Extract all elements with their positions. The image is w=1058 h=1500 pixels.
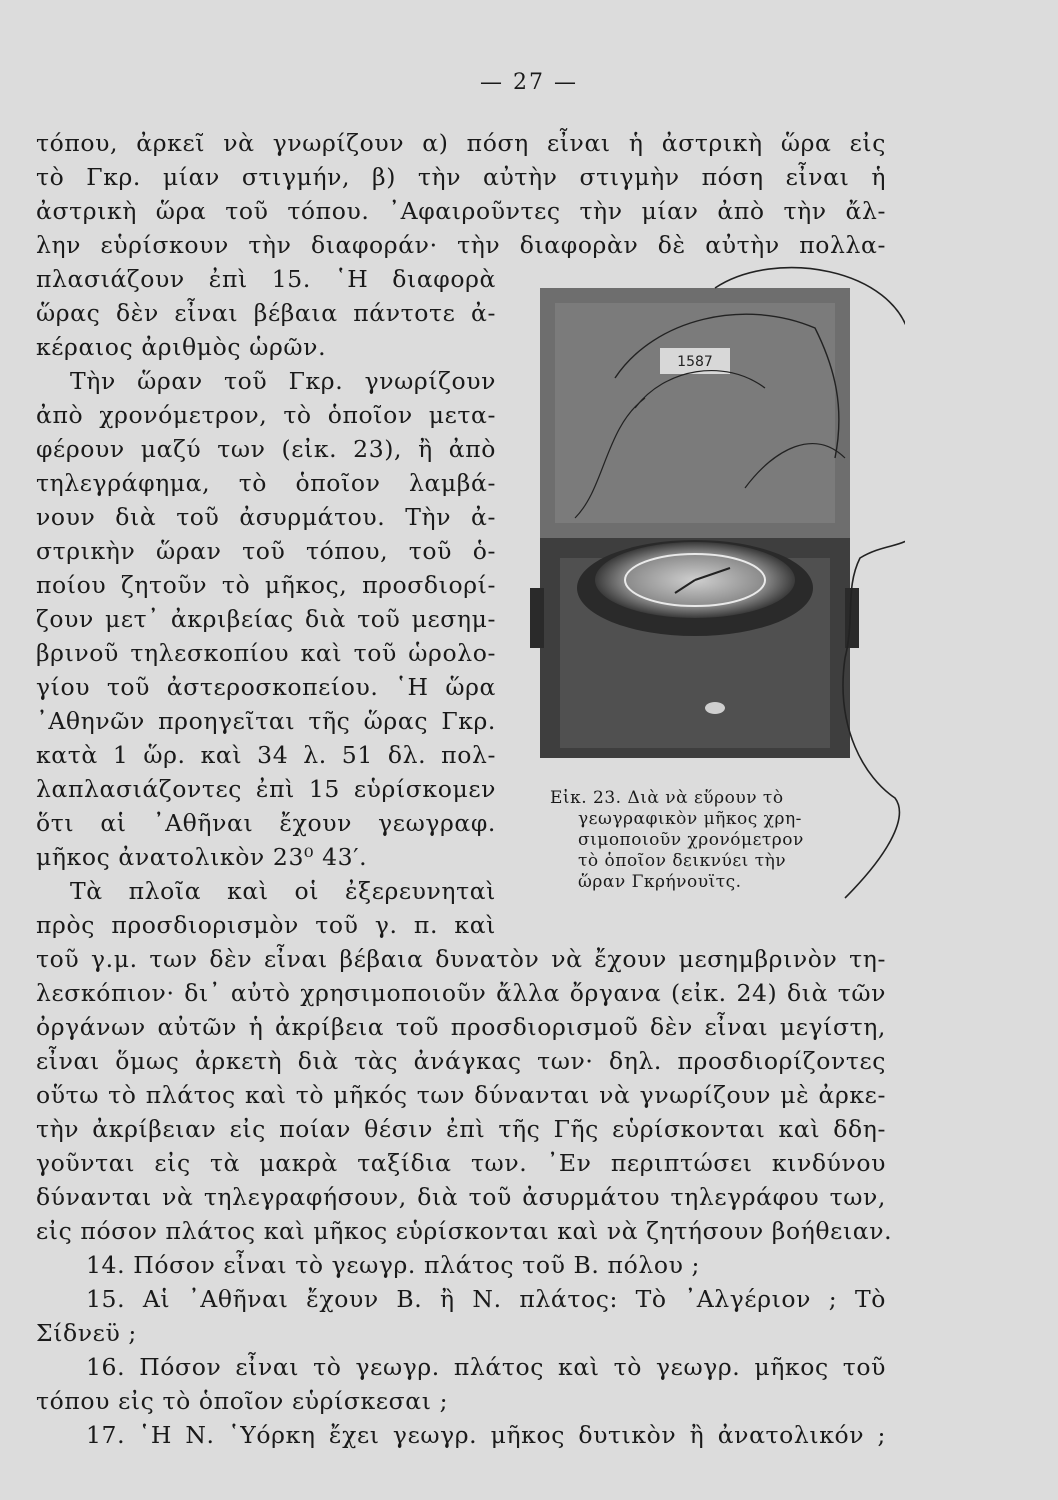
text-line: τόπου, ἀρκεῖ νὰ γνωρίζουν α) πόση εἶναι ἡ ἀστρικὴ ὥρα εἰς xyxy=(36,129,886,157)
figure-caption xyxy=(550,788,870,893)
text-line: μῆκος ἀνατολικὸν 23⁰ 43′. xyxy=(36,843,368,871)
text-line: οὕτω τὸ πλάτος καὶ τὸ μῆκός των δύνανται νὰ γνωρίζουν μὲ ἀρκε- xyxy=(36,1081,886,1109)
question-line: 16. Πόσον εἶναι τὸ γεωγρ. πλάτος καὶ τὸ γεωγρ. μῆκος τοῦ xyxy=(86,1353,886,1381)
text-line: ζουν μετ᾿ ἀκριβείας διὰ τοῦ μεσημ- xyxy=(36,605,496,633)
text-line: στρικὴν ὥραν τοῦ τόπου, τοῦ ὁ- xyxy=(36,537,496,565)
text-line: ἀπὸ χρονόμετρον, τὸ ὁποῖον μετα- xyxy=(36,401,496,429)
question-line: 14. Πόσον εἶναι τὸ γεωγρ. πλάτος τοῦ Β. πόλου ; xyxy=(86,1251,701,1279)
text-line: τὴν ἀκρίβειαν εἰς ποίαν θέσιν ἐπὶ τῆς Γῆς εὑρίσκονται καὶ δδη- xyxy=(36,1115,886,1143)
text-line: κέραιος ἀριθμὸς ὡρῶν. xyxy=(36,333,327,361)
text-line: ὅτι αἱ ᾿Αθῆναι ἔχουν γεωγραφ. xyxy=(36,809,496,837)
text-line: εἰς πόσον πλάτος καὶ μῆκος εὑρίσκονται καὶ νὰ ζητήσουν βοήθειαν. xyxy=(36,1217,893,1245)
question-line: 17. ῾Η Ν. ῾Υόρκη ἔχει γεωγρ. μῆκος δυτικὸν ἢ ἀνατολικόν ; xyxy=(86,1421,886,1449)
question-line: τόπου εἰς τὸ ὁποῖον εὑρίσκεσαι ; xyxy=(36,1387,449,1415)
text-line: τοῦ γ.μ. των δὲν εἶναι βέβαια δυνατὸν νὰ ἔχουν μεσημβρινὸν τη- xyxy=(36,945,886,973)
text-line: εἶναι ὅμως ἀρκετὴ διὰ τὰς ἀνάγκας των· δηλ. προσδιορίζοντες xyxy=(36,1047,886,1075)
text-line: ᾿Αθηνῶν προηγεῖται τῆς ὥρας Γκρ. xyxy=(36,707,496,735)
text-line: πρὸς προσδιορισμὸν τοῦ γ. π. καὶ xyxy=(36,911,496,939)
text-line: λεσκόπιον· δι᾿ αὐτὸ χρησιμοποιοῦν ἄλλα ὄργανα (εἰκ. 24) διὰ τῶν xyxy=(36,979,886,1007)
text-line: ὥρας δὲν εἶναι βέβαια πάντοτε ἀ- xyxy=(36,299,496,327)
text-line: Τὴν ὥραν τοῦ Γκρ. γνωρίζουν xyxy=(70,367,496,395)
text-line: βρινοῦ τηλεσκοπίου καὶ τοῦ ὡρολο- xyxy=(36,639,496,667)
caption-line: Εἰκ. 23. Διὰ νὰ εὕρουν τὸ xyxy=(550,788,784,808)
text-line: Τὰ πλοῖα καὶ οἱ ἐξερευνηταὶ xyxy=(70,877,496,905)
text-line: λην εὑρίσκουν τὴν διαφοράν· τὴν διαφορὰν δὲ αὐτὴν πολλα- xyxy=(36,231,886,259)
text-line: τὸ Γκρ. μίαν στιγμήν, β) τὴν αὐτὴν στιγμὴν πόση εἶναι ἡ xyxy=(36,163,886,191)
question-line: 15. Αἱ ᾿Αθῆναι ἔχουν Β. ἢ Ν. πλάτος: Τὸ ᾿Αλγέριον ; Τὸ xyxy=(86,1285,886,1313)
page-number: — 27 — xyxy=(480,70,578,95)
text-line: δύνανται νὰ τηλεγραφήσουν, διὰ τοῦ ἀσυρμάτου τηλεγράφου των, xyxy=(36,1183,886,1211)
text-line: πλασιάζουν ἐπὶ 15. ῾Η διαφορὰ xyxy=(36,265,496,293)
plate-label: 1587 xyxy=(677,354,713,370)
caption-line: σιμοποιοῦν χρονόμετρον xyxy=(578,830,804,850)
box-handle xyxy=(845,588,859,648)
caption-line: γεωγραφικὸν μῆκος χρη- xyxy=(578,809,802,829)
text-line: κατὰ 1 ὥρ. καὶ 34 λ. 51 δλ. πολ- xyxy=(36,741,496,769)
text-line: νουν διὰ τοῦ ἀσυρμάτου. Τὴν ἀ- xyxy=(36,503,496,531)
question-line: Σίδνεϋ ; xyxy=(36,1319,137,1347)
caption-line: ὥραν Γκρήνουϊτς. xyxy=(578,872,742,892)
text-line: ἀστρικὴ ὥρα τοῦ τόπου. ᾿Αφαιροῦντες τὴν μίαν ἀπὸ τὴν ἄλ- xyxy=(36,197,886,225)
caption-line: τὸ ὁποῖον δεικνύει τὴν xyxy=(578,851,787,871)
box-handle xyxy=(530,588,544,648)
text-line: ποίου ζητοῦν τὸ μῆκος, προσδιορί- xyxy=(36,571,496,599)
text-line: γοῦνται εἰς τὰ μακρὰ ταξίδια των. ᾿Εν περιπτώσει κινδύνου xyxy=(36,1149,886,1177)
text-line: τηλεγράφημα, τὸ ὁποῖον λαμβά- xyxy=(36,469,496,497)
text-line: λαπλασιάζοντες ἐπὶ 15 εὑρίσκομεν xyxy=(36,775,496,803)
text-line: γίου τοῦ ἀστεροσκοπείου. ῾Η ὥρα xyxy=(36,673,496,701)
text-line: φέρουν μαζύ των (εἰκ. 23), ἢ ἀπὸ xyxy=(36,435,496,463)
text-line: ὀργάνων αὐτῶν ἡ ἀκρίβεια τοῦ προσδιορισμοῦ δὲν εἶναι μεγίστη, xyxy=(36,1013,886,1041)
